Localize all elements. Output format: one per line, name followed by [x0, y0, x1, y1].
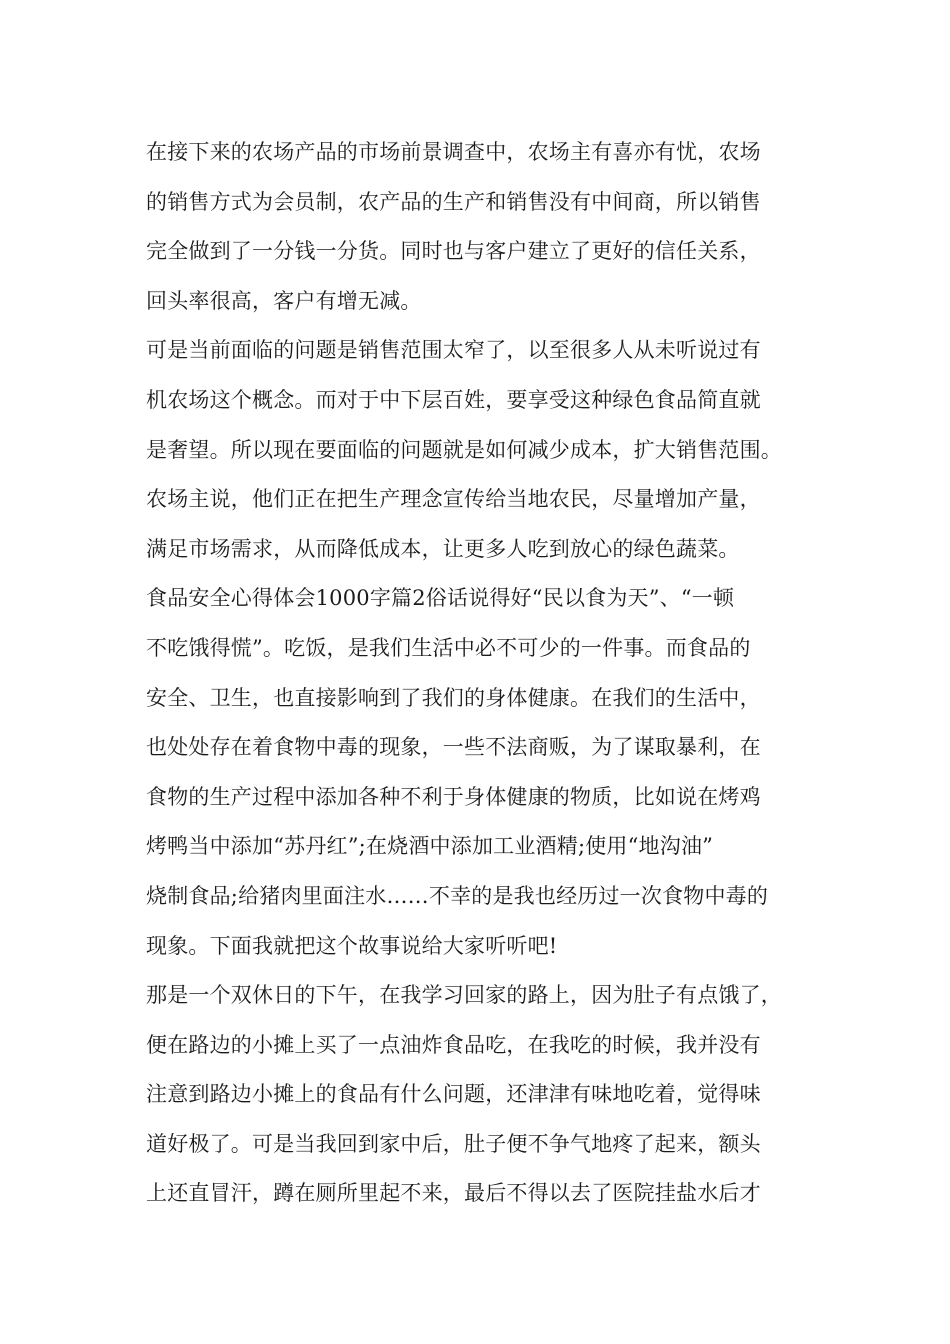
text-line: 现象。下面我就把这个故事说给大家听听吧!	[146, 933, 558, 958]
text-line: 可是当前面临的问题是销售范围太窄了，以至很多人从未听说过有	[146, 338, 761, 363]
text-line: 不吃饿得慌”。吃饭，是我们生活中必不可少的一件事。而食品的	[146, 635, 751, 660]
text-line: 的销售方式为会员制，农产品的生产和销售没有中间商，所以销售	[146, 189, 761, 214]
text-line: 烤鸭当中添加“苏丹红”;在烧酒中添加工业酒精;使用“地沟油”	[146, 834, 714, 859]
text-line: 安全、卫生，也直接影响到了我们的身体健康。在我们的生活中，	[146, 685, 761, 710]
text-line: 是奢望。所以现在要面临的问题就是如何减少成本，扩大销售范围。	[146, 437, 782, 462]
text-line: 注意到路边小摊上的食品有什么问题，还津津有味地吃着，觉得味	[146, 1082, 761, 1107]
text-line: 满足市场需求，从而降低成本，让更多人吃到放心的绿色蔬菜。	[146, 536, 740, 561]
text-line: 上还直冒汗，蹲在厕所里起不来，最后不得以去了医院挂盐水后才	[146, 1181, 761, 1206]
text-line: 回头率很高，客户有增无减。	[146, 288, 422, 313]
text-line: 便在路边的小摊上买了一点油炸食品吃，在我吃的时候，我并没有	[146, 1032, 761, 1057]
text-line: 也处处存在着食物中毒的现象，一些不法商贩，为了谋取暴利，在	[146, 735, 761, 760]
text-line: 烧制食品;给猪肉里面注水……不幸的是我也经历过一次食物中毒的	[146, 883, 769, 908]
text-line: 在接下来的农场产品的市场前景调查中，农场主有喜亦有忧，农场	[146, 140, 761, 164]
text-line: 机农场这个概念。而对于中下层百姓，要享受这种绿色食品简直就	[146, 387, 761, 412]
text-line: 农场主说，他们正在把生产理念宣传给当地农民，尽量增加产量，	[146, 487, 761, 512]
text-line: 那是一个双休日的下午，在我学习回家的路上，因为肚子有点饿了，	[146, 983, 782, 1008]
body-text	[146, 128, 826, 1219]
text-line: 食品安全心得体会1000字篇2俗话说得好“民以食为天”、“一顿	[146, 586, 735, 611]
text-line: 完全做到了一分钱一分货。同时也与客户建立了更好的信任关系，	[146, 239, 761, 264]
text-line: 食物的生产过程中添加各种不利于身体健康的物质，比如说在烤鸡	[146, 784, 761, 809]
text-line: 道好极了。可是当我回到家中后，肚子便不争气地疼了起来，额头	[146, 1131, 761, 1156]
